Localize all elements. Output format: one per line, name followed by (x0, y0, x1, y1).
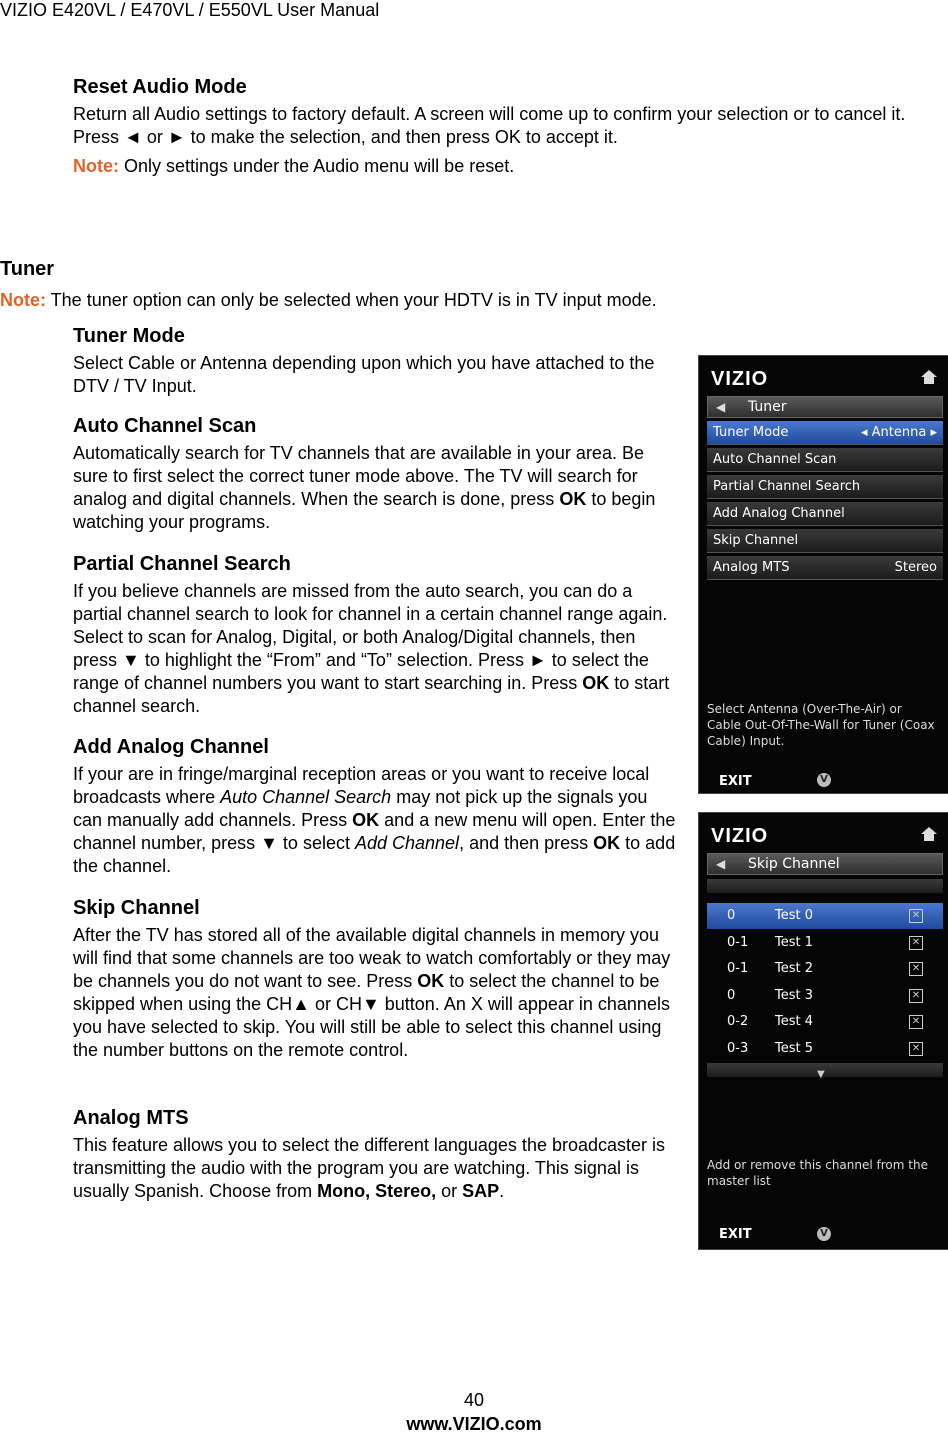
menu-item-skip-channel: Skip Channel (707, 529, 943, 553)
skip-channel-section (73, 897, 683, 1062)
reset-audio-section (73, 76, 933, 178)
page-number: 40 (463, 1390, 485, 1410)
section-heading: Add Analog Channel (73, 736, 269, 758)
section-text: If your are in fringe/marginal reception areas or you want to receive local broadcasts where Auto Channel Search may not pick up the signals you can manually add channels. Press OK and a new menu will open. Enter the channel number, press ▼ to select Add Channel, and then press OK to add the channel. (73, 764, 676, 876)
menu-item-tuner-mode: Tuner Mode ◂ Antenna ▸ (707, 421, 943, 445)
reset-audio-heading: Reset Audio Mode (73, 76, 247, 98)
skip-checkbox-icon: ✕ (909, 936, 923, 950)
reset-audio-note (73, 155, 933, 178)
channel-row: 0-1 Test 2 ✕ (707, 956, 943, 982)
exit-label: EXIT (719, 774, 752, 789)
channel-row: 0-2 Test 4 ✕ (707, 1009, 943, 1035)
auto-channel-scan-section (73, 415, 678, 534)
channel-row: 0-1 Test 1 ✕ (707, 930, 943, 956)
add-analog-channel-section (73, 736, 678, 878)
menu-description: Select Antenna (Over-The-Air) or Cable Out-Of-The-Wall for Tuner (Coax Cable) Input. (707, 702, 935, 748)
reset-audio-text: Return all Audio settings to factory default. A screen will come up to confirm your selection or to cancel it. Press ◄ or ► to make the selection, and then press OK to accept it. (73, 104, 906, 147)
breadcrumb-label: Tuner (748, 399, 787, 415)
vizio-logo: VIZIO (711, 825, 769, 847)
menu-item-auto-channel-scan: Auto Channel Scan (707, 448, 943, 472)
v-button-icon: V (817, 773, 831, 787)
skip-channel-screenshot (698, 812, 948, 1250)
menu-item-analog-mts: Analog MTS Stereo (707, 556, 943, 580)
breadcrumb (707, 853, 943, 875)
tuner-note (0, 289, 940, 312)
scroll-down-arrow-icon: ▼ (817, 1069, 825, 1080)
page-header: VIZIO E420VL / E470VL / E550VL User Manual (0, 0, 380, 20)
list-top-bar (707, 879, 943, 893)
home-icon (920, 825, 938, 843)
breadcrumb (707, 396, 943, 418)
section-text: After the TV has stored all of the available digital channels in memory you will find that some channels are too weak to watch comfortably or they may be channels you do not want to see. Press OK to select the channel to be skipped when using the CH▲ or CH▼ button. An X will appear in channels you have selected to skip. You will still be able to select this channel using the number buttons on the remote control. (73, 925, 671, 1060)
section-text: Select Cable or Antenna depending upon which you have attached to the DTV / TV Input. (73, 353, 655, 396)
section-heading: Partial Channel Search (73, 553, 291, 575)
menu-item-add-analog-channel: Add Analog Channel (707, 502, 943, 526)
note-label: Note: (73, 156, 119, 176)
note-text: Only settings under the Audio menu will be reset. (119, 156, 515, 176)
note-text: The tuner option can only be selected when your HDTV is in TV input mode. (46, 290, 657, 310)
channel-row: 0 Test 3 ✕ (707, 983, 943, 1009)
skip-checkbox-icon: ✕ (909, 1042, 923, 1056)
section-text: Automatically search for TV channels that are available in your area. Be sure to first select the correct tuner mode above. The TV will search for analog and digital channels. When the search is done, press OK to begin watching your programs. (73, 443, 656, 532)
back-arrow-icon: ◀ (716, 400, 726, 414)
channel-row: 0 Test 0 ✕ (707, 903, 943, 929)
list-bottom-bar (707, 1063, 943, 1077)
analog-mts-section (73, 1107, 678, 1203)
section-text: If you believe channels are missed from the auto search, you can do a partial channel search to look for channel in a certain channel range again. Select to scan for Analog, Digital, or both Analog/Digital channels, then press ▼ to highlight the “From” and “To” selection. Press ► to select the range of channel numbers you want to start searching in. Press OK to start channel search. (73, 581, 670, 716)
skip-checkbox-icon: ✕ (909, 962, 923, 976)
v-button-icon: V (817, 1227, 831, 1241)
tuner-mode-section (73, 325, 678, 398)
skip-checkbox-icon: ✕ (909, 1015, 923, 1029)
tuner-heading: Tuner (0, 258, 55, 280)
note-label: Note: (0, 290, 46, 310)
home-icon (920, 368, 938, 386)
skip-checkbox-icon: ✕ (909, 909, 923, 923)
channel-row: 0-3 Test 5 ✕ (707, 1036, 943, 1062)
back-arrow-icon: ◀ (716, 857, 726, 871)
partial-channel-search-section (73, 553, 678, 718)
section-heading: Skip Channel (73, 897, 200, 919)
section-heading: Analog MTS (73, 1107, 189, 1129)
skip-checkbox-icon: ✕ (909, 989, 923, 1003)
vizio-logo: VIZIO (711, 368, 769, 390)
tuner-section-header (0, 258, 940, 312)
menu-description: Add or remove this channel from the master list (707, 1158, 928, 1188)
section-text: This feature allows you to select the different languages the broadcaster is transmitting the audio with the program you are watching. This signal is usually Spanish. Choose from Mono, Stereo, or SAP. (73, 1135, 666, 1201)
tuner-menu-screenshot (698, 355, 948, 794)
website-link: www.VIZIO.com (406, 1414, 542, 1434)
section-heading: Tuner Mode (73, 325, 185, 347)
exit-label: EXIT (719, 1227, 752, 1242)
section-heading: Auto Channel Scan (73, 415, 257, 437)
menu-item-partial-channel-search: Partial Channel Search (707, 475, 943, 499)
breadcrumb-label: Skip Channel (748, 856, 840, 872)
